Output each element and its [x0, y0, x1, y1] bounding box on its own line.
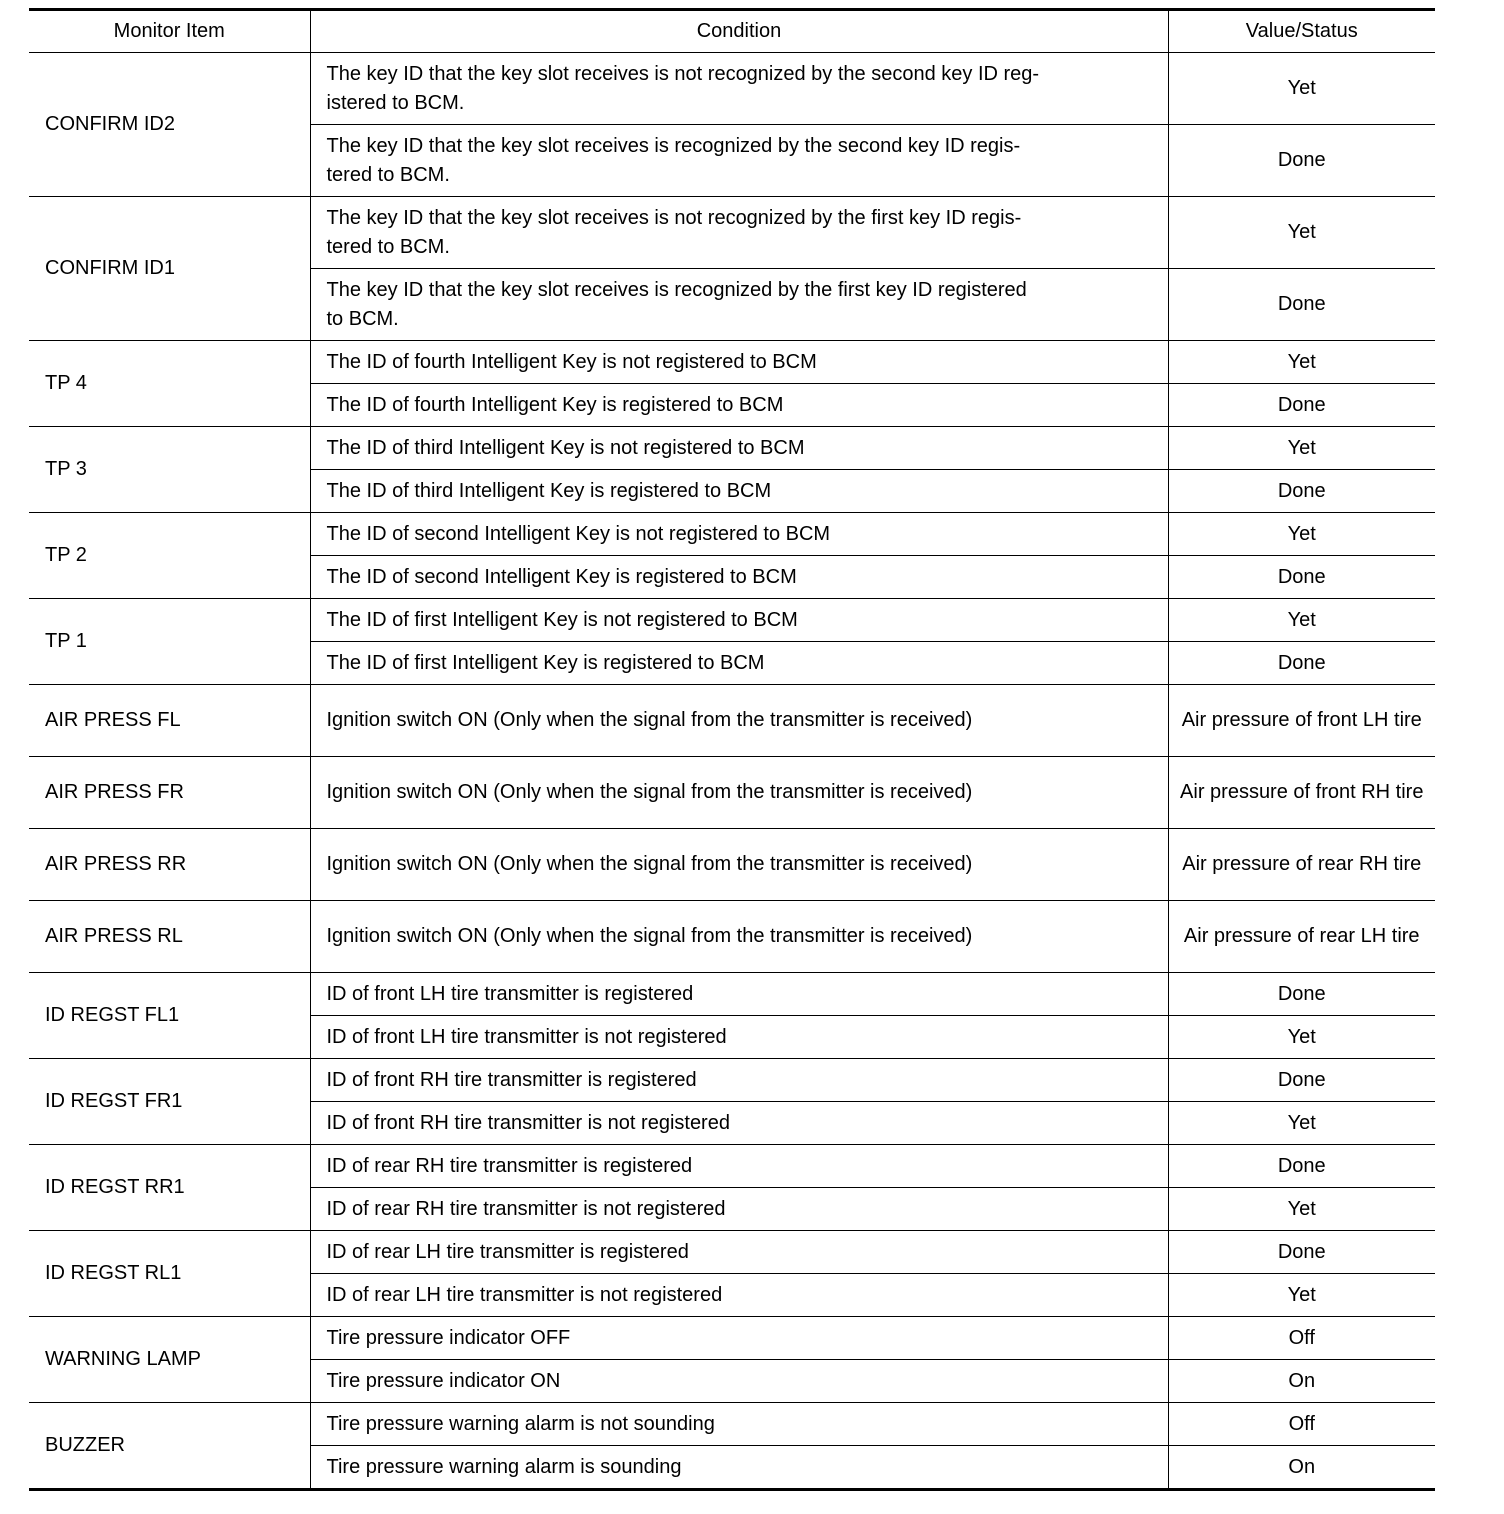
condition-cell: ID of rear LH tire transmitter is registered	[310, 1231, 1168, 1274]
value-status-cell: Air pressure of front RH tire	[1168, 757, 1435, 829]
condition-cell: The key ID that the key slot receives is recognized by the second key ID regis- tered to BCM.	[310, 125, 1168, 197]
condition-cell: The ID of second Intelligent Key is not registered to BCM	[310, 513, 1168, 556]
condition-cell: The key ID that the key slot receives is not recognized by the first key ID regis- tered to BCM.	[310, 197, 1168, 269]
value-status-cell: Done	[1168, 1059, 1435, 1102]
condition-cell: The key ID that the key slot receives is not recognized by the second key ID reg- istered to BCM.	[310, 53, 1168, 125]
value-status-cell: Yet	[1168, 513, 1435, 556]
condition-cell: The ID of first Intelligent Key is registered to BCM	[310, 642, 1168, 685]
value-status-cell: Yet	[1168, 197, 1435, 269]
value-status-cell: Done	[1168, 269, 1435, 341]
condition-cell: ID of rear LH tire transmitter is not registered	[310, 1274, 1168, 1317]
table-row	[29, 1317, 1435, 1360]
table-row	[29, 1059, 1435, 1102]
monitor-item: ID REGST FL1	[29, 973, 310, 1059]
table-row	[29, 901, 1435, 973]
condition-cell: ID of rear RH tire transmitter is not registered	[310, 1188, 1168, 1231]
value-status-cell: Done	[1168, 384, 1435, 427]
condition-cell: The ID of fourth Intelligent Key is registered to BCM	[310, 384, 1168, 427]
table-row	[29, 973, 1435, 1016]
monitor-item: TP 1	[29, 599, 310, 685]
value-status-cell: Air pressure of rear LH tire	[1168, 901, 1435, 973]
table-row	[29, 53, 1435, 125]
value-status-cell: On	[1168, 1360, 1435, 1403]
monitor-item: CONFIRM ID2	[29, 53, 310, 197]
condition-cell: Ignition switch ON (Only when the signal from the transmitter is received)	[310, 901, 1168, 973]
monitor-item: CONFIRM ID1	[29, 197, 310, 341]
condition-cell: ID of front LH tire transmitter is not registered	[310, 1016, 1168, 1059]
value-status-cell: Yet	[1168, 341, 1435, 384]
table-row	[29, 757, 1435, 829]
monitor-table	[29, 8, 1435, 1491]
value-status-cell: Done	[1168, 642, 1435, 685]
table-row	[29, 513, 1435, 556]
value-status-cell: Done	[1168, 1231, 1435, 1274]
table-row	[29, 829, 1435, 901]
monitor-item: ID REGST FR1	[29, 1059, 310, 1145]
value-status-cell: On	[1168, 1446, 1435, 1490]
table-row	[29, 1145, 1435, 1188]
monitor-item: ID REGST RL1	[29, 1231, 310, 1317]
header-value-status: Value/Status	[1168, 10, 1435, 53]
table-row	[29, 427, 1435, 470]
monitor-item: TP 2	[29, 513, 310, 599]
value-status-cell: Air pressure of front LH tire	[1168, 685, 1435, 757]
condition-cell: ID of rear RH tire transmitter is registered	[310, 1145, 1168, 1188]
value-status-cell: Yet	[1168, 1188, 1435, 1231]
table-row	[29, 599, 1435, 642]
condition-cell: The ID of third Intelligent Key is not registered to BCM	[310, 427, 1168, 470]
value-status-cell: Air pressure of rear RH tire	[1168, 829, 1435, 901]
value-status-cell: Yet	[1168, 1102, 1435, 1145]
header-condition: Condition	[310, 10, 1168, 53]
value-status-cell: Yet	[1168, 427, 1435, 470]
monitor-item: AIR PRESS RL	[29, 901, 310, 973]
table-row	[29, 197, 1435, 269]
monitor-item: AIR PRESS RR	[29, 829, 310, 901]
value-status-cell: Done	[1168, 973, 1435, 1016]
table-row	[29, 341, 1435, 384]
condition-cell: Tire pressure warning alarm is not sounding	[310, 1403, 1168, 1446]
value-status-cell: Done	[1168, 470, 1435, 513]
table-row	[29, 685, 1435, 757]
monitor-item: WARNING LAMP	[29, 1317, 310, 1403]
monitor-item: BUZZER	[29, 1403, 310, 1490]
condition-cell: ID of front RH tire transmitter is not registered	[310, 1102, 1168, 1145]
condition-cell: ID of front LH tire transmitter is registered	[310, 973, 1168, 1016]
table-row	[29, 1403, 1435, 1446]
value-status-cell: Done	[1168, 1145, 1435, 1188]
monitor-item: ID REGST RR1	[29, 1145, 310, 1231]
condition-cell: The key ID that the key slot receives is recognized by the first key ID registered to BCM.	[310, 269, 1168, 341]
condition-cell: Tire pressure indicator ON	[310, 1360, 1168, 1403]
header-monitor-item: Monitor Item	[29, 10, 310, 53]
table-body	[29, 53, 1435, 1490]
value-status-cell: Yet	[1168, 53, 1435, 125]
condition-cell: Tire pressure indicator OFF	[310, 1317, 1168, 1360]
condition-cell: The ID of first Intelligent Key is not registered to BCM	[310, 599, 1168, 642]
value-status-cell: Yet	[1168, 1274, 1435, 1317]
condition-cell: Ignition switch ON (Only when the signal from the transmitter is received)	[310, 829, 1168, 901]
monitor-item: AIR PRESS FL	[29, 685, 310, 757]
value-status-cell: Yet	[1168, 599, 1435, 642]
condition-cell: The ID of fourth Intelligent Key is not registered to BCM	[310, 341, 1168, 384]
monitor-item: TP 4	[29, 341, 310, 427]
header-row	[29, 10, 1435, 53]
condition-cell: The ID of second Intelligent Key is registered to BCM	[310, 556, 1168, 599]
value-status-cell: Yet	[1168, 1016, 1435, 1059]
value-status-cell: Done	[1168, 556, 1435, 599]
table-row	[29, 1231, 1435, 1274]
value-status-cell: Off	[1168, 1403, 1435, 1446]
condition-cell: Ignition switch ON (Only when the signal from the transmitter is received)	[310, 685, 1168, 757]
condition-cell: ID of front RH tire transmitter is registered	[310, 1059, 1168, 1102]
monitor-item: TP 3	[29, 427, 310, 513]
value-status-cell: Off	[1168, 1317, 1435, 1360]
value-status-cell: Done	[1168, 125, 1435, 197]
monitor-item: AIR PRESS FR	[29, 757, 310, 829]
condition-cell: The ID of third Intelligent Key is registered to BCM	[310, 470, 1168, 513]
condition-cell: Tire pressure warning alarm is sounding	[310, 1446, 1168, 1490]
condition-cell: Ignition switch ON (Only when the signal from the transmitter is received)	[310, 757, 1168, 829]
